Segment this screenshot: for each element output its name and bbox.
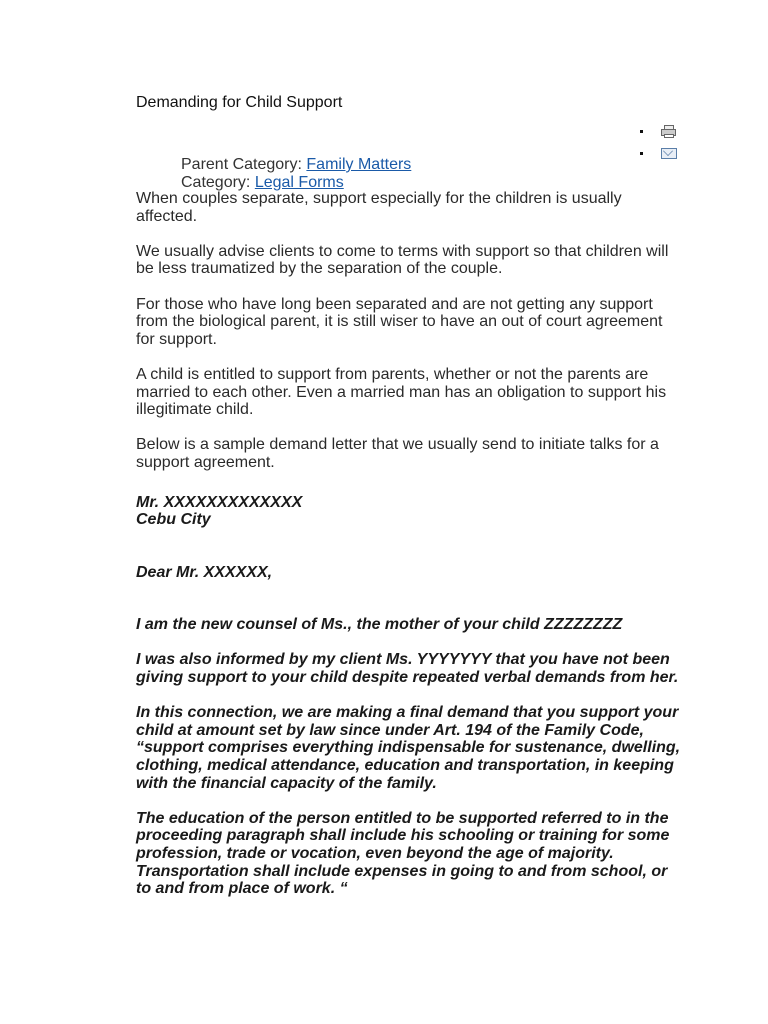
letter-paragraph: I was also informed by my client Ms. YYYYYYY that you have not been giving support to your child despite repeated verbal demands from her. bbox=[136, 651, 679, 687]
demand-letter bbox=[136, 494, 681, 898]
email-icon[interactable] bbox=[661, 148, 677, 159]
letter-paragraph: In this connection, we are making a final demand that you support your child at amount set by law since under Art. 194 of the Family Code, “support comprises everything indispensable for sustenance, dwelling, clothing, medical attendance, education and transportation, in keeping with the financial capacity of the family. bbox=[136, 704, 681, 792]
print-button[interactable] bbox=[640, 120, 690, 142]
parent-category bbox=[181, 156, 411, 174]
paragraph: Below is a sample demand letter that we usually send to initiate talks for a support agreement. bbox=[136, 436, 659, 471]
salutation: Dear Mr. XXXXXX, bbox=[136, 563, 273, 581]
print-icon[interactable] bbox=[661, 125, 675, 137]
email-button[interactable] bbox=[640, 142, 690, 164]
category-label: Category: bbox=[181, 174, 251, 191]
paragraph: When couples separate, support especially for the children is usually affected. bbox=[136, 190, 622, 225]
addressee-city: Cebu City bbox=[136, 511, 211, 529]
parent-category-label: Parent Category: bbox=[181, 156, 302, 173]
article-body bbox=[136, 190, 681, 915]
page-title: Demanding for Child Support bbox=[136, 94, 343, 111]
letter-paragraph: The education of the person entitled to be supported referred to in the proceeding paragraph shall include his schooling or training for some profession, trade or vocation, even beyond the age of majority. Transportation shall include expenses in going to and from school, or to and from place of work. “ bbox=[136, 809, 670, 898]
letter-paragraph: I am the new counsel of Ms., the mother of your child ZZZZZZZZ bbox=[136, 616, 623, 634]
paragraph: A child is entitled to support from parents, whether or not the parents are married to each other. Even a married man has an obligation to support his illegitimate child. bbox=[136, 365, 667, 419]
addressee-name: Mr. XXXXXXXXXXXXX bbox=[136, 493, 303, 511]
bullet bbox=[640, 130, 643, 133]
category-link[interactable]: Legal Forms bbox=[254, 174, 344, 191]
parent-category-link[interactable]: Family Matters bbox=[306, 156, 412, 173]
paragraph: For those who have long been separated and are not getting any support from the biological parent, it is still wiser to have an out of court agreement for support. bbox=[136, 295, 663, 348]
bullet bbox=[640, 152, 643, 155]
paragraph: We usually advise clients to come to terms with support so that children will be less traumatized by the separation of the couple. bbox=[136, 242, 669, 278]
toolbar-icons bbox=[640, 120, 690, 164]
